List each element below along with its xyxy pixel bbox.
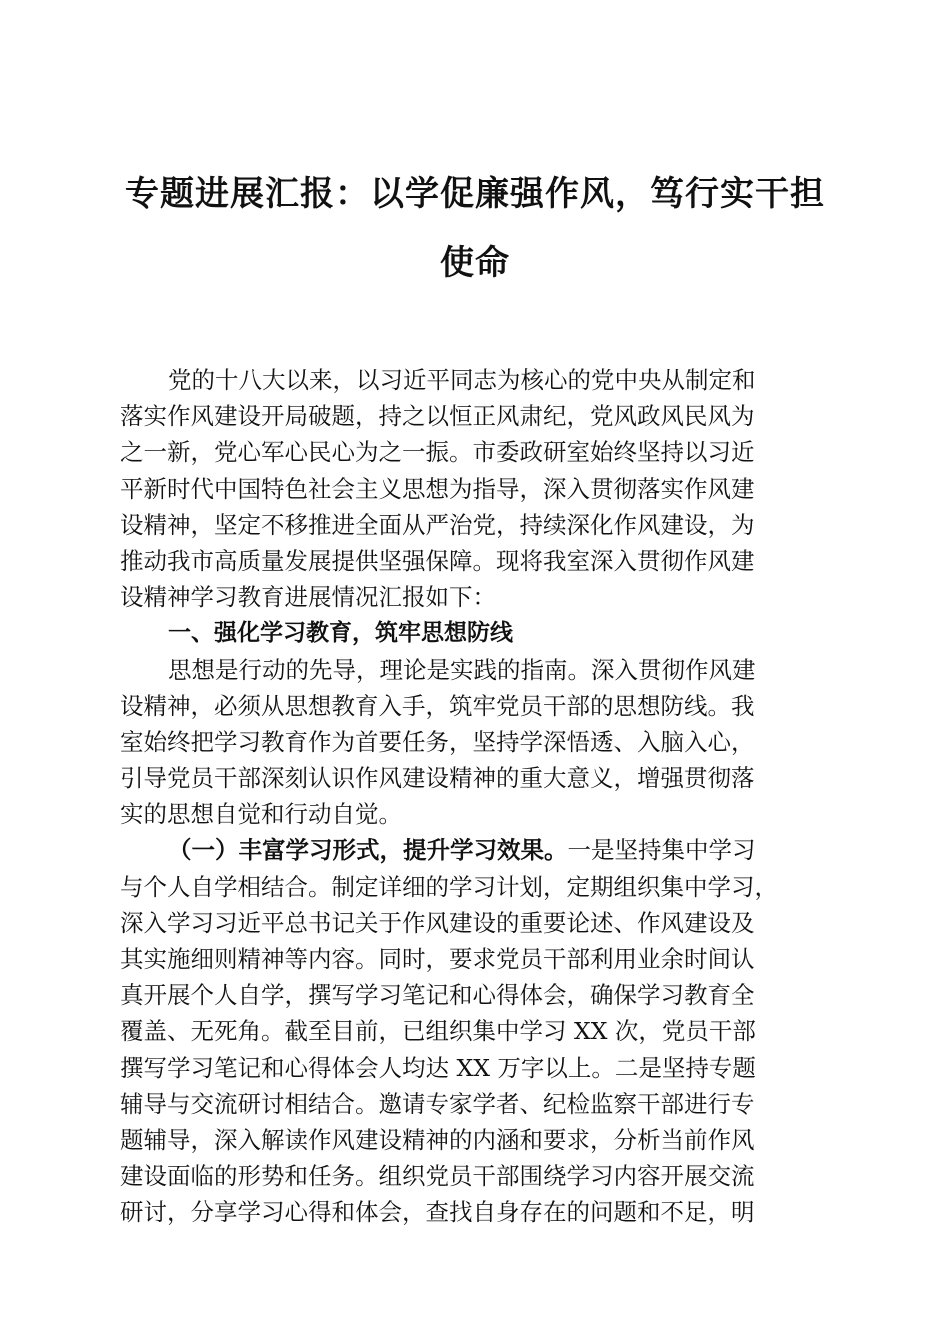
body-line: 平新时代中国特色社会主义思想为指导，深入贯彻落实作风建 [120,474,755,503]
body-line: 辅导与交流研讨相结合。邀请专家学者、纪检监察干部进行专 [120,1089,755,1118]
body-line: 覆盖、无死角。截至目前，已组织集中学习 XX 次，党员干部 [120,1017,756,1046]
body-line: 落实作风建设开局破题，持之以恒正风肃纪，党风政风民风为 [120,402,755,431]
body-line: 之一新，党心军心民心为之一振。市委政研室始终坚持以习近 [120,438,755,467]
document-title-line-1: 专题进展汇报：以学促廉强作风，笃行实干担 [125,174,825,214]
subheading-1: （一）丰富学习形式，提升学习效果。 [168,836,568,865]
body-line-tail: 一是坚持集中学习 [567,836,756,865]
body-line: 思想是行动的先导，理论是实践的指南。深入贯彻作风建 [168,655,756,684]
body-line: 深入学习习近平总书记关于作风建设的重要论述、作风建设及 [120,908,755,937]
body-line: 推动我市高质量发展提供坚强保障。现将我室深入贯彻作风建 [120,546,755,575]
body-line-with-subheading [120,832,832,868]
body-line: 实的思想自觉和行动自觉。 [120,800,402,829]
body-line: 真开展个人自学，撰写学习笔记和心得体会，确保学习教育全 [120,981,755,1010]
body-line: 引导党员干部深刻认识作风建设精神的重大意义，增强贯彻落 [120,764,755,793]
body-line: 设精神学习教育进展情况汇报如下： [120,583,496,612]
body-line: 室始终把学习教育作为首要任务，坚持学深悟透、入脑入心， [120,727,755,756]
body-line: 研讨，分享学习心得和体会，查找自身存在的问题和不足，明 [120,1198,755,1227]
body-line: 其实施细则精神等内容。同时，要求党员干部利用业余时间认 [120,945,755,973]
body-line: 党的十八大以来，以习近平同志为核心的党中央从制定和 [168,366,756,394]
body-line: 设精神，坚定不移推进全面从严治党，持续深化作风建设，为 [120,510,755,539]
document-title-line-2: 使命 [440,243,510,283]
body-line: 建设面临的形势和任务。组织党员干部围绕学习内容开展交流 [120,1162,755,1191]
body-line: 撰写学习笔记和心得体会人均达 XX 万字以上。二是坚持专题 [120,1053,756,1082]
body-line: 与个人自学相结合。制定详细的学习计划，定期组织集中学习， [120,872,778,901]
section-heading-1: 一、强化学习教育，筑牢思想防线 [168,620,513,647]
document-body [120,362,832,1231]
body-line: 设精神，必须从思想教育入手，筑牢党员干部的思想防线。我 [120,691,755,720]
body-line: 题辅导，深入解读作风建设精神的内涵和要求，分析当前作风 [120,1125,755,1154]
